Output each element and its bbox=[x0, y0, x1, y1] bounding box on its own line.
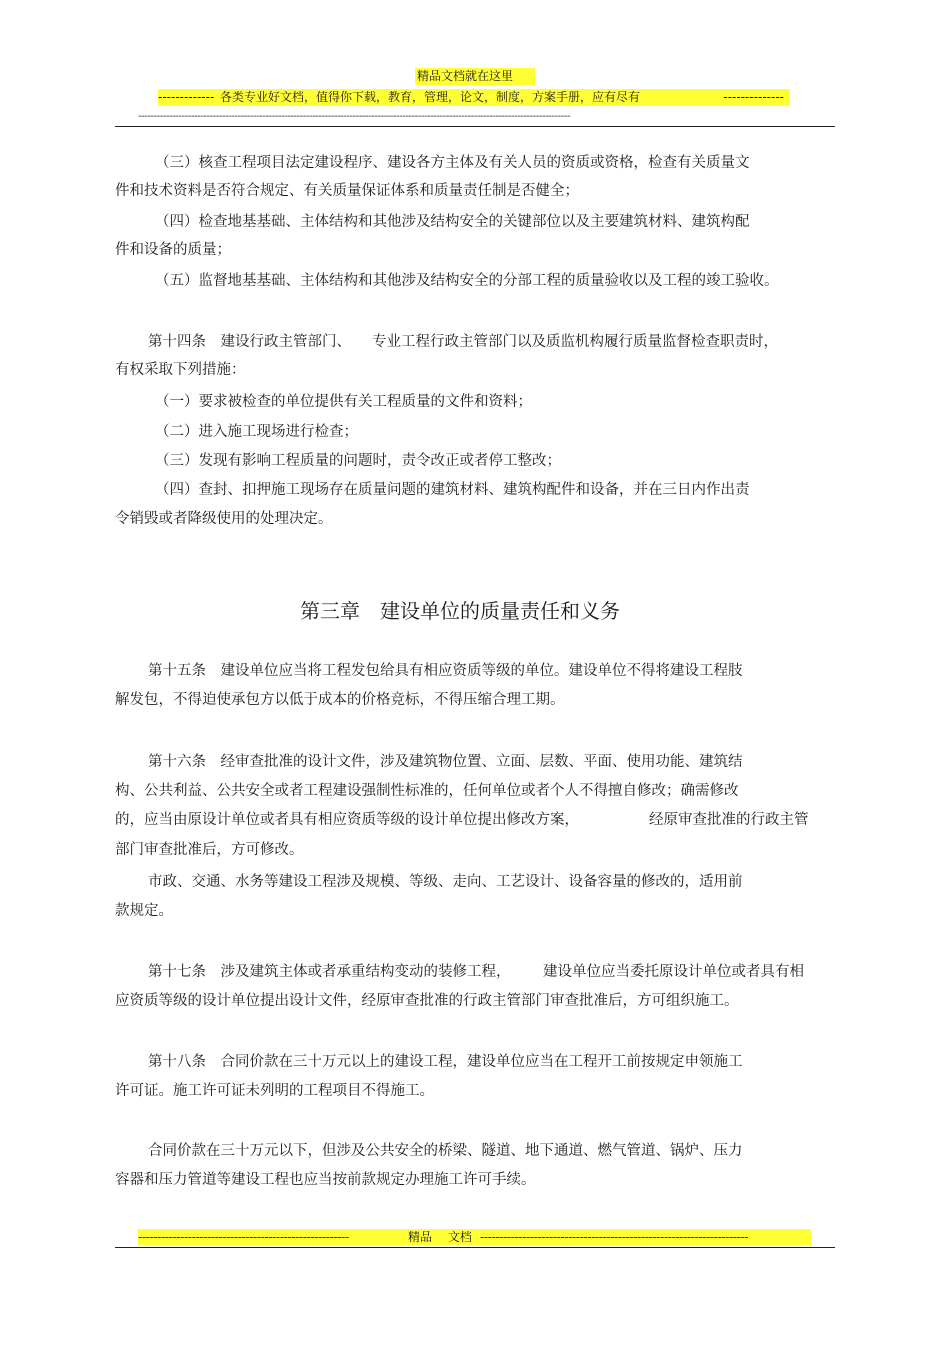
header-tagline-bar bbox=[158, 89, 790, 106]
measure-4-line-1: （四）查封、扣押施工现场存在质量问题的建筑材料、建筑构配件和设备，并在三日内作出责 bbox=[155, 482, 750, 498]
article-14-line-1b: 专业工程行政主管部门以及质监机构履行质量监督检查职责时， bbox=[372, 334, 778, 350]
measure-3: （三）发现有影响工程质量的问题时，责令改正或者停工整改； bbox=[155, 453, 561, 469]
article-17-line-1b: 建设单位应当委托原设计单位或者具有相 bbox=[543, 964, 804, 980]
item-4-line-2: 件和设备的质量； bbox=[115, 242, 231, 258]
article-17-line-2: 应资质等级的设计单位提出设计文件，经原审查批准的行政主管部门审查批准后，方可组织施工。 bbox=[115, 993, 739, 1009]
header-title: 精品文档就在这里 bbox=[415, 68, 535, 85]
footer-label: 精品 文档 bbox=[408, 1230, 472, 1244]
article-18-para2-line-1: 合同价款在三十万元以下，但涉及公共安全的桥梁、隧道、地下通道、燃气管道、锅炉、压力 bbox=[148, 1143, 743, 1159]
article-14-line-1a: 第十四条 建设行政主管部门、 bbox=[148, 334, 351, 350]
chapter-3-heading: 第三章 建设单位的质量责任和义务 bbox=[300, 599, 620, 623]
article-14-line-2: 有权采取下列措施： bbox=[115, 362, 246, 378]
article-17-line-1a: 第十七条 涉及建筑主体或者承重结构变动的装修工程， bbox=[148, 964, 511, 980]
footer-bar bbox=[138, 1229, 811, 1245]
header-tagline: 各类专业好文档，值得你下载，教育，管理，论文，制度，方案手册，应有尽有 bbox=[220, 90, 641, 104]
article-16-line-1: 第十六条 经审查批准的设计文件，涉及建筑物位置、立面、层数、平面、使用功能、建筑结 bbox=[148, 754, 743, 770]
article-16-para2-line-2: 款规定。 bbox=[115, 903, 173, 919]
measure-1: （一）要求被检查的单位提供有关工程质量的文件和资料； bbox=[155, 394, 532, 410]
item-5: （五）监督地基基础、主体结构和其他涉及结构安全的分部工程的质量验收以及工程的竣工验收。 bbox=[155, 273, 779, 289]
header-divider bbox=[115, 126, 835, 127]
header-dash-line: ------------------------------------------------------------------------------------------------------------------------------------------- bbox=[138, 111, 571, 122]
header-dash-left: ------------- bbox=[158, 90, 215, 104]
measure-4-line-2: 令销毁或者降级使用的处理决定。 bbox=[115, 511, 333, 527]
item-3-line-2: 件和技术资料是否符合规定、有关质量保证体系和质量责任制是否健全； bbox=[115, 183, 579, 199]
article-16-para2-line-1: 市政、交通、水务等建设工程涉及规模、等级、走向、工艺设计、设备容量的修改的，适用前 bbox=[148, 874, 743, 890]
header-dash-right: -------------- bbox=[723, 90, 784, 104]
article-16-line-3a: 的，应当由原设计单位或者具有相应资质等级的设计单位提出修改方案， bbox=[115, 812, 579, 828]
article-18-line-1: 第十八条 合同价款在三十万元以上的建设工程，建设单位应当在工程开工前按规定申领施工 bbox=[148, 1054, 743, 1070]
article-15-line-1: 第十五条 建设单位应当将工程发包给具有相应资质等级的单位。建设单位不得将建设工程肢 bbox=[148, 663, 743, 679]
article-16-line-3b: 经原审查批准的行政主管 bbox=[649, 812, 809, 828]
article-18-para2-line-2: 容器和压力管道等建设工程也应当按前款规定办理施工许可手续。 bbox=[115, 1172, 536, 1188]
footer-dash-right: ---------------------------------------------------------------------- bbox=[480, 1230, 749, 1244]
item-3-line-1: （三）核查工程项目法定建设程序、建设各方主体及有关人员的资质或资格，检查有关质量文 bbox=[155, 155, 750, 171]
article-15-line-2: 解发包，不得迫使承包方以低于成本的价格竞标，不得压缩合理工期。 bbox=[115, 692, 565, 708]
measure-2: （二）进入施工现场进行检查； bbox=[155, 424, 358, 440]
article-16-line-2: 构、公共利益、公共安全或者工程建设强制性标准的，任何单位或者个人不得擅自修改；确需修改 bbox=[115, 783, 739, 799]
footer-dash-left: ------------------------------------------------------- bbox=[138, 1230, 349, 1244]
footer-divider bbox=[115, 1247, 835, 1248]
article-18-line-2: 许可证。施工许可证未列明的工程项目不得施工。 bbox=[115, 1083, 434, 1099]
item-4-line-1: （四）检查地基基础、主体结构和其他涉及结构安全的关键部位以及主要建筑材料、建筑构配 bbox=[155, 214, 750, 230]
article-16-line-4: 部门审查批准后，方可修改。 bbox=[115, 842, 304, 858]
